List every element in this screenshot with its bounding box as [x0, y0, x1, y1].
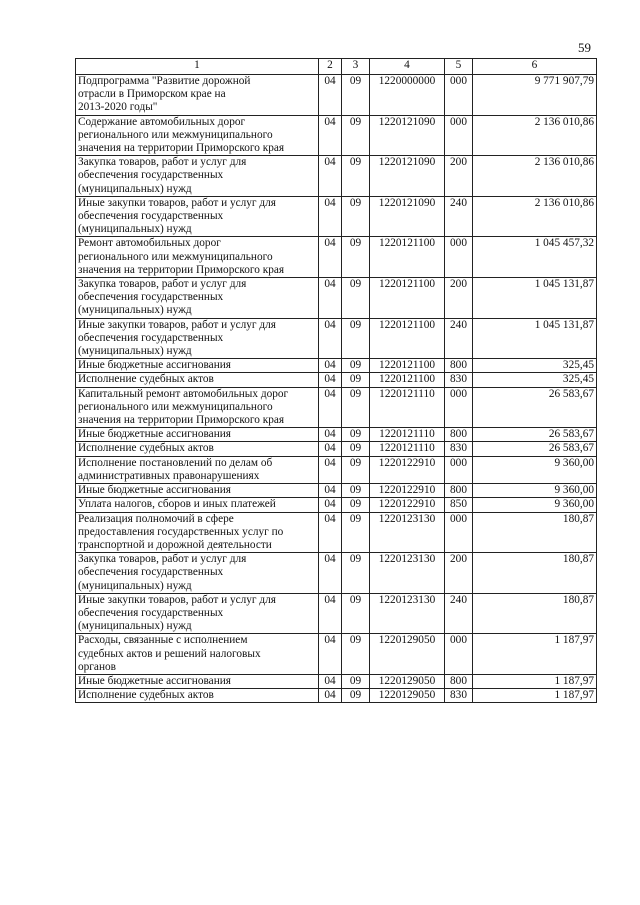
target-article-cell: 1220122910 [370, 456, 445, 483]
expense-name-cell: Иные бюджетные ассигнования [76, 428, 319, 442]
section-code-cell: 04 [319, 689, 342, 703]
target-article-cell: 1220121100 [370, 373, 445, 387]
subsection-code-cell: 09 [342, 512, 370, 553]
subsection-code-cell: 09 [342, 156, 370, 197]
expense-name-cell: Иные закупки товаров, работ и услуг для обеспечения государственных (муниципальных) нужд [76, 318, 319, 359]
amount-cell: 325,45 [473, 373, 597, 387]
expense-type-cell: 000 [445, 512, 473, 553]
page-number: 59 [578, 40, 591, 55]
table-row [76, 442, 597, 456]
section-code-cell: 04 [319, 196, 342, 237]
amount-cell: 9 771 907,79 [473, 75, 597, 116]
expense-type-cell: 800 [445, 428, 473, 442]
table-row [76, 318, 597, 359]
expense-name-cell: Ремонт автомобильных дорог регионального или межмуниципального значения на территории Приморского края [76, 237, 319, 278]
expense-name-cell: Расходы, связанные с исполнением судебных актов и решений налоговых органов [76, 634, 319, 675]
section-code-cell: 04 [319, 593, 342, 634]
expense-type-cell: 200 [445, 553, 473, 594]
section-code-cell: 04 [319, 442, 342, 456]
target-article-cell: 1220121090 [370, 156, 445, 197]
target-article-cell: 1220000000 [370, 75, 445, 116]
expense-type-cell: 830 [445, 442, 473, 456]
table-body [76, 75, 597, 703]
subsection-code-cell: 09 [342, 593, 370, 634]
section-code-cell: 04 [319, 553, 342, 594]
amount-cell: 1 187,97 [473, 634, 597, 675]
expense-name-cell: Уплата налогов, сборов и иных платежей [76, 498, 319, 512]
amount-cell: 1 045 457,32 [473, 237, 597, 278]
expense-type-cell: 240 [445, 318, 473, 359]
target-article-cell: 1220121110 [370, 428, 445, 442]
table-row [76, 237, 597, 278]
subsection-code-cell: 09 [342, 442, 370, 456]
header-cell: 3 [342, 59, 370, 75]
amount-cell: 180,87 [473, 593, 597, 634]
subsection-code-cell: 09 [342, 318, 370, 359]
expense-type-cell: 800 [445, 484, 473, 498]
amount-cell: 26 583,67 [473, 428, 597, 442]
amount-cell: 9 360,00 [473, 456, 597, 483]
section-code-cell: 04 [319, 156, 342, 197]
section-code-cell: 04 [319, 456, 342, 483]
expense-name-cell: Иные бюджетные ассигнования [76, 674, 319, 688]
section-code-cell: 04 [319, 498, 342, 512]
amount-cell: 325,45 [473, 359, 597, 373]
section-code-cell: 04 [319, 512, 342, 553]
header-cell: 5 [445, 59, 473, 75]
header-cell: 6 [473, 59, 597, 75]
expense-name-cell: Закупка товаров, работ и услуг для обеспечения государственных (муниципальных) нужд [76, 278, 319, 319]
subsection-code-cell: 09 [342, 373, 370, 387]
target-article-cell: 1220122910 [370, 484, 445, 498]
subsection-code-cell: 09 [342, 456, 370, 483]
table-row [76, 278, 597, 319]
amount-cell: 9 360,00 [473, 484, 597, 498]
table-row [76, 196, 597, 237]
section-code-cell: 04 [319, 318, 342, 359]
amount-cell: 1 045 131,87 [473, 278, 597, 319]
expense-type-cell: 850 [445, 498, 473, 512]
table-row [76, 75, 597, 116]
expense-name-cell: Исполнение судебных актов [76, 689, 319, 703]
section-code-cell: 04 [319, 634, 342, 675]
expense-name-cell: Иные бюджетные ассигнования [76, 484, 319, 498]
expense-type-cell: 240 [445, 196, 473, 237]
amount-cell: 1 187,97 [473, 689, 597, 703]
table-row [76, 156, 597, 197]
subsection-code-cell: 09 [342, 484, 370, 498]
target-article-cell: 1220122910 [370, 498, 445, 512]
target-article-cell: 1220129050 [370, 674, 445, 688]
table-row [76, 456, 597, 483]
target-article-cell: 1220121090 [370, 196, 445, 237]
header-row [76, 59, 597, 75]
expense-type-cell: 000 [445, 456, 473, 483]
target-article-cell: 1220129050 [370, 689, 445, 703]
section-code-cell: 04 [319, 674, 342, 688]
expense-type-cell: 000 [445, 75, 473, 116]
section-code-cell: 04 [319, 373, 342, 387]
section-code-cell: 04 [319, 237, 342, 278]
expense-type-cell: 000 [445, 237, 473, 278]
expense-type-cell: 800 [445, 359, 473, 373]
expense-type-cell: 830 [445, 373, 473, 387]
subsection-code-cell: 09 [342, 75, 370, 116]
expense-type-cell: 200 [445, 278, 473, 319]
budget-table [75, 58, 597, 703]
subsection-code-cell: 09 [342, 115, 370, 156]
expense-type-cell: 830 [445, 689, 473, 703]
expense-name-cell: Иные бюджетные ассигнования [76, 359, 319, 373]
expense-name-cell: Исполнение судебных актов [76, 373, 319, 387]
expense-type-cell: 000 [445, 115, 473, 156]
amount-cell: 26 583,67 [473, 387, 597, 428]
expense-type-cell: 200 [445, 156, 473, 197]
target-article-cell: 1220123130 [370, 593, 445, 634]
expense-name-cell: Иные закупки товаров, работ и услуг для обеспечения государственных (муниципальных) нужд [76, 196, 319, 237]
target-article-cell: 1220123130 [370, 553, 445, 594]
expense-type-cell: 240 [445, 593, 473, 634]
table-row [76, 498, 597, 512]
subsection-code-cell: 09 [342, 674, 370, 688]
target-article-cell: 1220121100 [370, 318, 445, 359]
expense-name-cell: Капитальный ремонт автомобильных дорог регионального или межмуниципального значения на территории Приморского края [76, 387, 319, 428]
amount-cell: 26 583,67 [473, 442, 597, 456]
table-row [76, 359, 597, 373]
amount-cell: 1 187,97 [473, 674, 597, 688]
table-row [76, 512, 597, 553]
target-article-cell: 1220121100 [370, 359, 445, 373]
expense-type-cell: 000 [445, 634, 473, 675]
subsection-code-cell: 09 [342, 387, 370, 428]
expense-name-cell: Содержание автомобильных дорог регионального или межмуниципального значения на территории Приморского края [76, 115, 319, 156]
expense-name-cell: Закупка товаров, работ и услуг для обеспечения государственных (муниципальных) нужд [76, 156, 319, 197]
amount-cell: 1 045 131,87 [473, 318, 597, 359]
table-row [76, 634, 597, 675]
target-article-cell: 1220121110 [370, 387, 445, 428]
subsection-code-cell: 09 [342, 359, 370, 373]
table-row [76, 553, 597, 594]
expense-name-cell: Закупка товаров, работ и услуг для обеспечения государственных (муниципальных) нужд [76, 553, 319, 594]
subsection-code-cell: 09 [342, 689, 370, 703]
subsection-code-cell: 09 [342, 498, 370, 512]
expense-type-cell: 000 [445, 387, 473, 428]
section-code-cell: 04 [319, 428, 342, 442]
table-row [76, 373, 597, 387]
header-cell: 1 [76, 59, 319, 75]
table-row [76, 428, 597, 442]
expense-name-cell: Подпрограмма "Развитие дорожной отрасли в Приморском крае на 2013-2020 годы" [76, 75, 319, 116]
table-row [76, 674, 597, 688]
target-article-cell: 1220121100 [370, 278, 445, 319]
expense-name-cell: Исполнение судебных актов [76, 442, 319, 456]
table-row [76, 689, 597, 703]
amount-cell: 180,87 [473, 553, 597, 594]
subsection-code-cell: 09 [342, 278, 370, 319]
section-code-cell: 04 [319, 359, 342, 373]
expense-type-cell: 800 [445, 674, 473, 688]
subsection-code-cell: 09 [342, 428, 370, 442]
table-row [76, 593, 597, 634]
table-row [76, 115, 597, 156]
section-code-cell: 04 [319, 115, 342, 156]
subsection-code-cell: 09 [342, 237, 370, 278]
section-code-cell: 04 [319, 387, 342, 428]
target-article-cell: 1220121110 [370, 442, 445, 456]
target-article-cell: 1220129050 [370, 634, 445, 675]
target-article-cell: 1220121090 [370, 115, 445, 156]
section-code-cell: 04 [319, 484, 342, 498]
amount-cell: 2 136 010,86 [473, 196, 597, 237]
subsection-code-cell: 09 [342, 634, 370, 675]
header-cell: 4 [370, 59, 445, 75]
section-code-cell: 04 [319, 75, 342, 116]
amount-cell: 2 136 010,86 [473, 115, 597, 156]
amount-cell: 180,87 [473, 512, 597, 553]
expense-name-cell: Реализация полномочий в сфере предоставления государственных услуг по транспортной и дорожной деятельности [76, 512, 319, 553]
amount-cell: 2 136 010,86 [473, 156, 597, 197]
table-row [76, 387, 597, 428]
target-article-cell: 1220121100 [370, 237, 445, 278]
header-cell: 2 [319, 59, 342, 75]
table-row [76, 484, 597, 498]
target-article-cell: 1220123130 [370, 512, 445, 553]
subsection-code-cell: 09 [342, 553, 370, 594]
amount-cell: 9 360,00 [473, 498, 597, 512]
subsection-code-cell: 09 [342, 196, 370, 237]
expense-name-cell: Исполнение постановлений по делам об административных правонарушениях [76, 456, 319, 483]
section-code-cell: 04 [319, 278, 342, 319]
expense-name-cell: Иные закупки товаров, работ и услуг для обеспечения государственных (муниципальных) нужд [76, 593, 319, 634]
